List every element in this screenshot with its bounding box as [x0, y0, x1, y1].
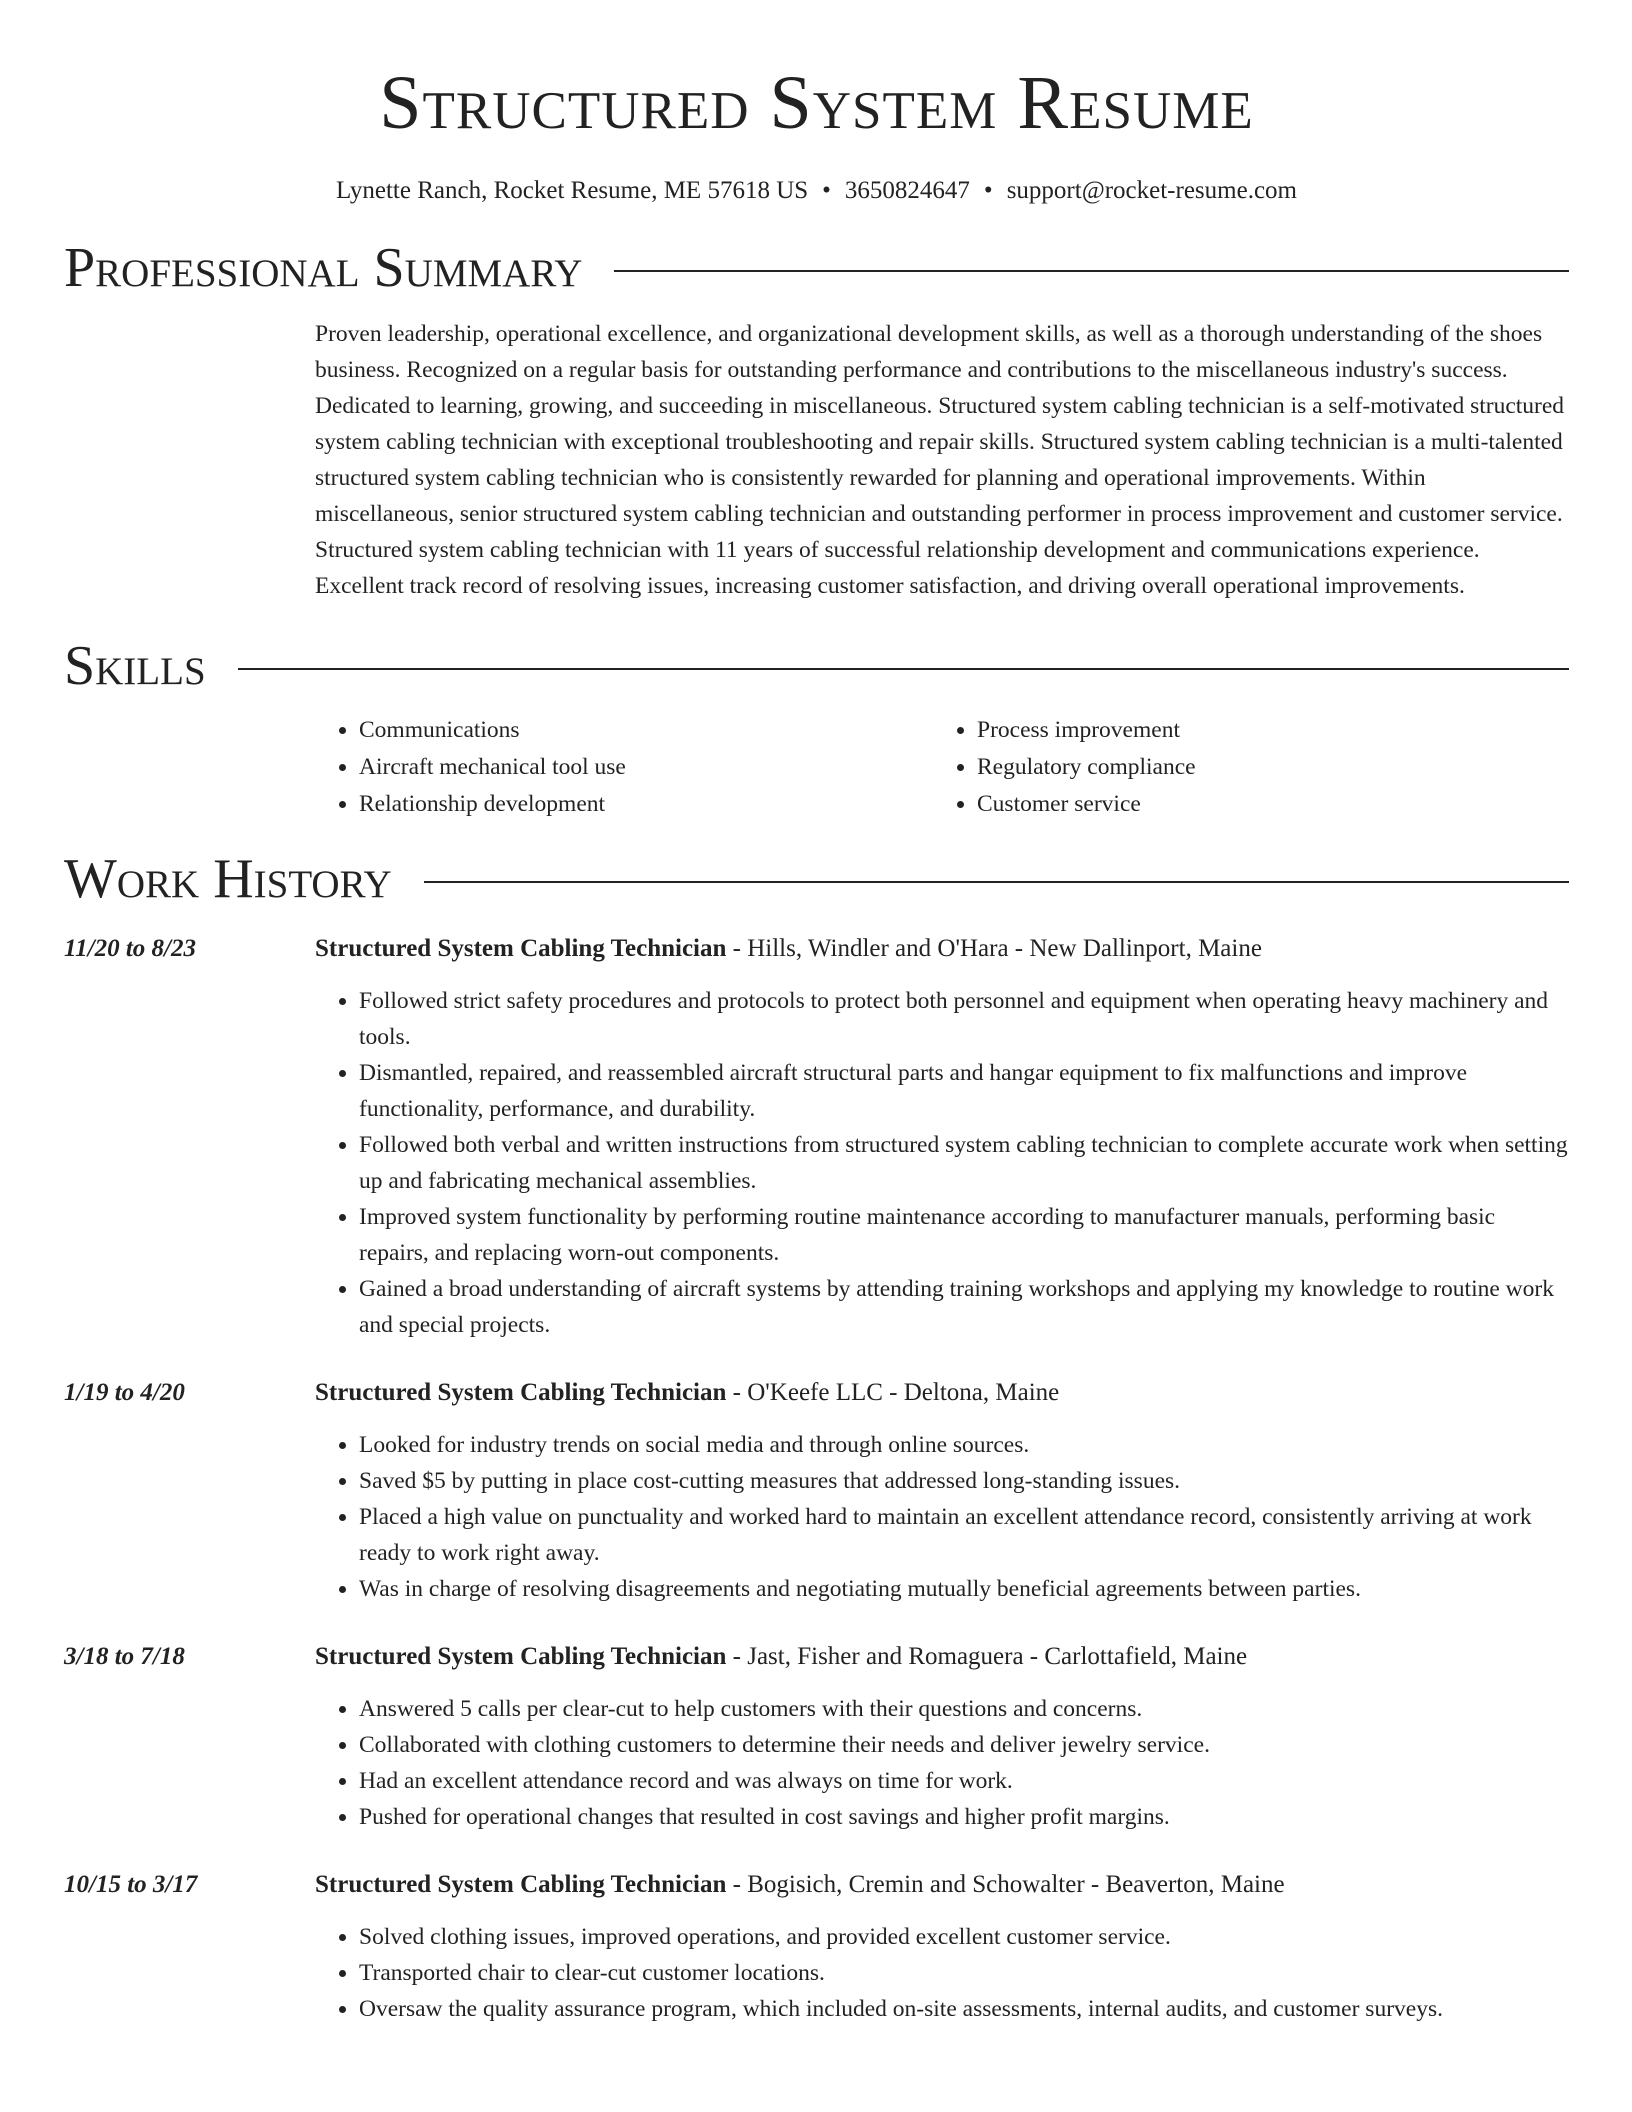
contact-separator: •	[822, 177, 831, 204]
skill-item: • Aircraft mechanical tool use	[359, 749, 933, 786]
skills-section-header	[64, 634, 1569, 698]
job-title-line	[315, 931, 1569, 967]
skills-column-left	[315, 712, 933, 823]
job-employer: - O'Keefe LLC - Deltona, Maine	[726, 1379, 1060, 1406]
job-dates: 1/19 to 4/20	[64, 1379, 185, 1406]
resume-page	[64, 0, 1569, 2027]
job-title-line	[315, 1375, 1569, 1411]
summary-text: Proven leadership, operational excellence, and organizational development skills, as well as a thorough understanding of the shoes business. Recognized on a regular basis for outstanding performance and contributions to the miscellaneous industry's success. Dedicated to learning, growing, and succeeding in miscellaneous. Structured system cabling technician is a self-motivated structured system cabling technician with exceptional troubleshooting and repair skills. Structured system cabling technician is a multi-talented structured system cabling technician who is consistently rewarded for planning and operational improvements. Within miscellaneous, senior structured system cabling technician and outstanding performer in process improvement and customer service. Structured system cabling technician with 11 years of successful relationship development and communications experience. Excellent track record of resolving issues, increasing customer satisfaction, and driving overall operational improvements.	[315, 321, 1565, 599]
job-bullet: • Answered 5 calls per clear-cut to help customers with their questions and concerns.	[359, 1691, 1569, 1727]
summary-section-title: Professional Summary	[64, 237, 583, 299]
job-body	[315, 1639, 1569, 1835]
job-bullet: • Placed a high value on punctuality and worked hard to maintain an excellent attendance record, consistently arriving at work ready to work right away.	[359, 1499, 1569, 1571]
contact-line	[64, 176, 1569, 206]
job-bullet: • Followed strict safety procedures and protocols to protect both personnel and equipment when operating heavy machinery and tools.	[359, 983, 1569, 1055]
job-bullets	[315, 1691, 1569, 1835]
job-bullet: • Improved system functionality by performing routine maintenance according to manufacturer manuals, performing basic repairs, and replacing worn-out components.	[359, 1199, 1569, 1271]
section-divider	[424, 881, 1569, 883]
job-bullet: • Pushed for operational changes that resulted in cost savings and higher profit margins.	[359, 1799, 1569, 1835]
job-bullet: • Dismantled, repaired, and reassembled aircraft structural parts and hangar equipment to fix malfunctions and improve functionality, performance, and durability.	[359, 1055, 1569, 1127]
summary-section-header	[64, 236, 1569, 300]
job-bullet: • Saved $5 by putting in place cost-cutting measures that addressed long-standing issues.	[359, 1463, 1569, 1499]
work-section-header	[64, 847, 1569, 911]
work-section-title: Work History	[64, 848, 392, 910]
job-body	[315, 931, 1569, 1343]
skills-column-right	[933, 712, 1551, 823]
job-entry	[64, 931, 1569, 1343]
job-entry	[64, 1375, 1569, 1607]
contact-separator: •	[983, 177, 993, 204]
job-title: Structured System Cabling Technician	[315, 1643, 727, 1670]
job-entry	[64, 1867, 1569, 2027]
job-title: Structured System Cabling Technician	[315, 1379, 727, 1406]
job-bullet: • Was in charge of resolving disagreements and negotiating mutually beneficial agreements between parties.	[359, 1571, 1569, 1607]
job-bullet: • Followed both verbal and written instructions from structured system cabling technician to complete accurate work when setting up and fabricating mechanical assemblies.	[359, 1127, 1569, 1199]
skill-item: • Customer service	[977, 786, 1551, 823]
job-body	[315, 1867, 1569, 2027]
job-bullet: • Solved clothing issues, improved operations, and provided excellent customer service.	[359, 1919, 1569, 1955]
skills-section-title: Skills	[64, 635, 206, 697]
job-entry	[64, 1639, 1569, 1835]
job-dates: 3/18 to 7/18	[64, 1643, 185, 1670]
job-employer: - Bogisich, Cremin and Schowalter - Beaverton, Maine	[726, 1871, 1285, 1898]
job-dates: 11/20 to 8/23	[64, 935, 196, 962]
skill-item: • Regulatory compliance	[977, 749, 1551, 786]
job-bullet: • Oversaw the quality assurance program, which included on-site assessments, internal audits, and customer surveys.	[359, 1991, 1569, 2027]
job-bullet: • Looked for industry trends on social media and through online sources.	[359, 1427, 1569, 1463]
job-bullets	[315, 983, 1569, 1343]
job-bullet: • Collaborated with clothing customers to determine their needs and deliver jewelry service.	[359, 1727, 1569, 1763]
skill-item: • Relationship development	[359, 786, 933, 823]
job-title-line	[315, 1867, 1569, 1903]
contact-phone: 3650824647	[844, 177, 970, 204]
resume-name: Structured System Resume	[379, 61, 1254, 145]
job-employer: - Jast, Fisher and Romaguera - Carlottafield, Maine	[726, 1643, 1248, 1670]
job-bullets	[315, 1919, 1569, 2027]
job-bullet: • Had an excellent attendance record and was always on time for work.	[359, 1763, 1569, 1799]
skill-item: • Communications	[359, 712, 933, 749]
skills-list	[315, 712, 1569, 823]
contact-email: support@rocket-resume.com	[1006, 177, 1297, 204]
job-bullet: • Transported chair to clear-cut customer locations.	[359, 1955, 1569, 1991]
job-employer: - Hills, Windler and O'Hara - New Dallinport, Maine	[726, 935, 1262, 962]
job-bullet: • Gained a broad understanding of aircraft systems by attending training workshops and applying my knowledge to routine work and special projects.	[359, 1271, 1569, 1343]
job-bullets	[315, 1427, 1569, 1607]
skill-item: • Process improvement	[977, 712, 1551, 749]
job-title: Structured System Cabling Technician	[315, 935, 727, 962]
job-title: Structured System Cabling Technician	[315, 1871, 727, 1898]
job-dates: 10/15 to 3/17	[64, 1871, 198, 1898]
job-title-line	[315, 1639, 1569, 1675]
contact-address: Lynette Ranch, Rocket Resume, ME 57618 US	[336, 177, 809, 204]
section-divider	[614, 270, 1569, 272]
section-divider	[238, 668, 1569, 670]
job-body	[315, 1375, 1569, 1607]
